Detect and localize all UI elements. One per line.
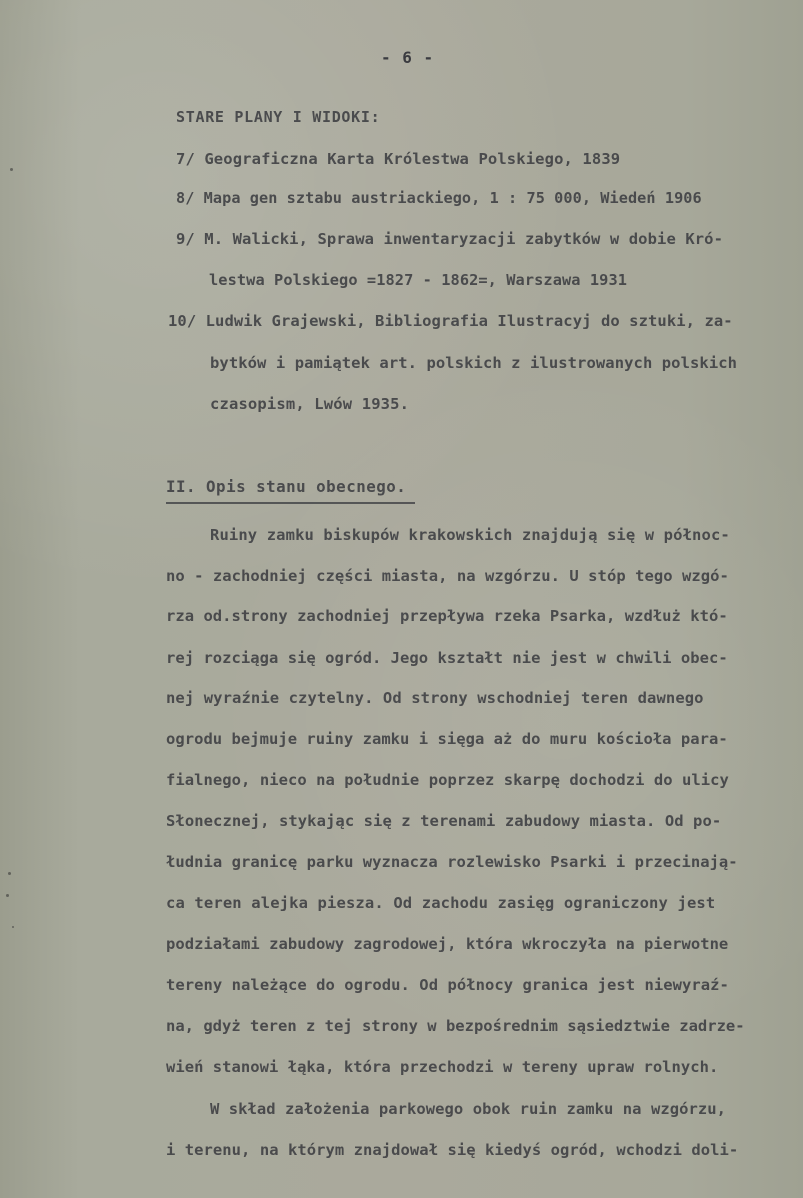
- section-ii-heading: II. Opis stanu obecnego.: [166, 477, 407, 496]
- source-line: 10/ Ludwik Grajewski, Bibliografia Ilustracyj do sztuki, za-: [168, 312, 733, 330]
- source-line: 8/ Mapa gen sztabu austriackiego, 1 : 75 000, Wiedeń 1906: [176, 189, 702, 207]
- paragraph-line: fialnego, nieco na południe poprzez skarpę dochodzi do ulicy: [166, 771, 729, 789]
- paragraph-line: ca teren alejka piesza. Od zachodu zasięg ograniczony jest: [166, 894, 716, 912]
- paragraph-line: tereny należące do ogrodu. Od północy granica jest niewyraź-: [166, 976, 729, 994]
- source-line: 9/ M. Walicki, Sprawa inwentaryzacji zabytków w dobie Kró-: [176, 230, 724, 248]
- heading-underline: [166, 502, 415, 504]
- paragraph-line: rza od.strony zachodniej przepływa rzeka Psarka, wzdłuż któ-: [166, 607, 728, 625]
- paragraph-line: na, gdyż teren z tej strony w bezpośrednim sąsiedztwie zadrze-: [166, 1017, 745, 1035]
- paragraph-line: rej rozciąga się ogród. Jego kształt nie jest w chwili obec-: [166, 649, 728, 667]
- page-number: - 6 -: [381, 48, 435, 67]
- source-line: 7/ Geograficzna Karta Królestwa Polskiego, 1839: [176, 150, 621, 168]
- paragraph-line: i terenu, na którym znajdował się kiedyś ogród, wchodzi doli-: [166, 1141, 739, 1159]
- paragraph-line: podziałami zabudowy zagrodowej, która wkroczyła na pierwotne: [166, 935, 729, 953]
- paragraph-line: Słonecznej, stykając się z terenami zabudowy miasta. Od po-: [166, 812, 722, 830]
- paragraph-line: łudnia granicę parku wyznacza rozlewisko Psarki i przecinają-: [166, 853, 738, 871]
- paragraph-line: wień stanowi łąka, która przechodzi w tereny upraw rolnych.: [166, 1058, 719, 1076]
- source-line: bytków i pamiątek art. polskich z ilustrowanych polskich: [210, 354, 738, 372]
- paragraph-line: ogrodu bejmuje ruiny zamku i sięga aż do muru kościoła para-: [166, 730, 728, 748]
- source-line: lestwa Polskiego =1827 ‑ 1862=, Warszawa 1931: [209, 271, 628, 289]
- source-line: czasopism, Lwów 1935.: [210, 395, 410, 413]
- paragraph-line: nej wyraźnie czytelny. Od strony wschodniej teren dawnego: [166, 689, 704, 707]
- paragraph-line: W skład założenia parkowego obok ruin zamku na wzgórzu,: [210, 1100, 726, 1118]
- paragraph-line: no - zachodniej części miasta, na wzgórzu. U stóp tego wzgó-: [166, 567, 729, 585]
- sources-heading: STARE PLANY I WIDOKI:: [176, 108, 381, 126]
- paragraph-line: Ruiny zamku biskupów krakowskich znajdują się w północ-: [210, 526, 730, 544]
